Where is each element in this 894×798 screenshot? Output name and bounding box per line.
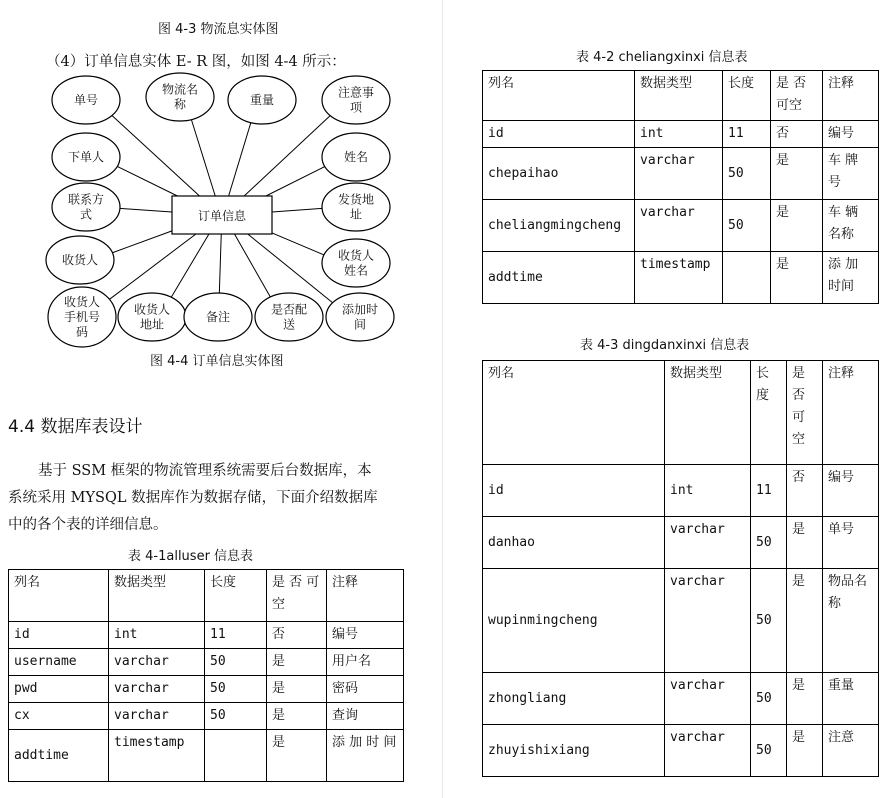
figure-4-3-caption: 图 4-3 物流息实体图 [158, 22, 279, 37]
table-row [9, 649, 404, 676]
cell: varchar [109, 676, 205, 703]
cell: 是 [267, 676, 327, 703]
er-attribute-label: 添加时 [341, 302, 379, 317]
er-attribute-label: 项 [349, 100, 363, 115]
er-connector-line [120, 208, 172, 212]
cell: varchar [635, 200, 723, 252]
table-row [9, 703, 404, 730]
cheliangxinxi-table [482, 70, 879, 304]
table-header-row [483, 361, 879, 465]
er-attribute-label: 手机号 [63, 310, 101, 324]
paragraph-line: 基于 SSM 框架的物流管理系统需要后台数据库，本 [38, 463, 372, 479]
cell: 是 [787, 673, 823, 725]
cell: 50 [751, 725, 787, 777]
header-cell: 注释 [823, 361, 879, 465]
cell: 重量 [823, 673, 879, 725]
cell: 车 辆 名称 [823, 200, 879, 252]
er-connector-line [272, 208, 322, 212]
column-divider [442, 0, 443, 798]
table-row [483, 121, 879, 148]
cell: 否 [771, 121, 823, 148]
er-attribute [48, 287, 116, 347]
header-cell: 注释 [327, 570, 404, 622]
paragraph-line: 中的各个表的详细信息。 [8, 517, 168, 533]
er-attribute-label: 姓名 [343, 263, 369, 278]
er-attribute-label: 重量 [249, 93, 275, 107]
table-row [9, 730, 404, 782]
header-cell: 列名 [483, 71, 635, 121]
er-intro-text: （4）订单信息实体 E- R 图，如图 4-4 所示： [46, 54, 346, 70]
cell: chepaihao [483, 148, 635, 200]
table-header-row [483, 71, 879, 121]
cell: 是 [267, 703, 327, 730]
table-4-1-caption: 表 4-1alluser 信息表 [128, 549, 254, 564]
cell: id [483, 465, 665, 517]
cell: zhuyishixiang [483, 725, 665, 777]
er-connector-line [244, 116, 330, 196]
cell: int [635, 121, 723, 148]
dingdanxinxi-table [482, 360, 879, 777]
cell: int [109, 622, 205, 649]
header-cell: 长度 [751, 361, 787, 465]
cell: id [9, 622, 109, 649]
er-connector-line [109, 234, 195, 299]
cell: varchar [665, 569, 751, 673]
cell: 50 [205, 703, 267, 730]
cell: 是 [771, 200, 823, 252]
er-attribute-label: 是否配 [270, 302, 308, 317]
cell: 物品名称 [823, 569, 879, 673]
er-attribute [322, 183, 390, 231]
cell: 注意 [823, 725, 879, 777]
order-er-diagram [0, 0, 442, 350]
cell: 否 [267, 622, 327, 649]
er-attribute-label: 间 [353, 317, 367, 332]
cell: 是 [787, 569, 823, 673]
er-attribute-label: 收货人 [63, 295, 101, 309]
er-entity-label: 订单信息 [197, 209, 247, 223]
cell [723, 252, 771, 304]
cell: addtime [9, 730, 109, 782]
cell: 50 [205, 676, 267, 703]
header-cell: 列名 [9, 570, 109, 622]
er-attribute-label: 收货人 [61, 253, 99, 267]
table-row [483, 517, 879, 569]
cell: 是 [267, 730, 327, 782]
er-attribute-label: 单号 [73, 93, 99, 107]
cell: danhao [483, 517, 665, 569]
er-connector-line [117, 166, 177, 196]
cell: pwd [9, 676, 109, 703]
table-header-row [9, 570, 404, 622]
er-attribute-label: 备注 [205, 310, 231, 324]
header-cell: 数据类型 [665, 361, 751, 465]
cell: 编号 [823, 465, 879, 517]
er-attribute-label: 发货地 [337, 192, 375, 207]
table-row [9, 676, 404, 703]
header-cell: 是否可空 [787, 361, 823, 465]
header-cell: 是 否 可空 [267, 570, 327, 622]
header-cell: 数据类型 [635, 71, 723, 121]
er-attribute [52, 76, 120, 124]
cell: varchar [635, 148, 723, 200]
cell: varchar [109, 703, 205, 730]
er-connector-line [171, 234, 209, 297]
table-4-2-caption: 表 4-2 cheliangxinxi 信息表 [576, 50, 748, 65]
cell: 添 加 时 间 [327, 730, 404, 782]
cell: 50 [205, 649, 267, 676]
er-attribute-label: 注意事 [337, 85, 375, 100]
er-attribute [326, 293, 394, 341]
cell: 否 [787, 465, 823, 517]
er-attribute-label: 收货人 [133, 302, 171, 317]
table-row [483, 148, 879, 200]
cell: id [483, 121, 635, 148]
er-attribute-label: 称 [173, 97, 187, 112]
er-attribute [146, 73, 214, 121]
alluser-table [8, 569, 404, 782]
cell: addtime [483, 252, 635, 304]
cell: varchar [665, 517, 751, 569]
table-row [9, 622, 404, 649]
er-attribute [322, 133, 390, 181]
header-cell: 数据类型 [109, 570, 205, 622]
er-attribute [322, 239, 390, 287]
er-attribute [322, 76, 390, 124]
er-attribute [228, 76, 296, 124]
header-cell: 长度 [723, 71, 771, 121]
cell: 50 [751, 569, 787, 673]
er-attribute-label: 送 [282, 317, 296, 332]
er-attribute-label: 码 [75, 325, 89, 339]
er-connector-line [219, 234, 221, 293]
er-attribute [52, 183, 120, 231]
cell: 密码 [327, 676, 404, 703]
er-connector-line [112, 231, 172, 253]
er-attribute [184, 293, 252, 341]
cell: 50 [723, 200, 771, 252]
cell: int [665, 465, 751, 517]
header-cell: 长度 [205, 570, 267, 622]
cell: timestamp [635, 252, 723, 304]
body-paragraph [8, 458, 428, 539]
er-connector-line [191, 120, 215, 196]
cell [205, 730, 267, 782]
table-row [483, 200, 879, 252]
er-attribute [118, 293, 186, 341]
er-attribute-label: 姓名 [343, 150, 369, 164]
table-row [483, 569, 879, 673]
cell: 50 [751, 517, 787, 569]
er-attribute-label: 式 [79, 207, 93, 222]
cell: varchar [665, 673, 751, 725]
cell: 50 [723, 148, 771, 200]
er-attribute-label: 物流名 [161, 82, 199, 97]
er-attribute-label: 址 [349, 207, 363, 222]
cell: 是 [787, 517, 823, 569]
cell: 编号 [823, 121, 879, 148]
cell: wupinmingcheng [483, 569, 665, 673]
er-attribute [52, 133, 120, 181]
cell: 添 加 时间 [823, 252, 879, 304]
cell: 是 [787, 725, 823, 777]
cell: 单号 [823, 517, 879, 569]
cell: varchar [665, 725, 751, 777]
cell: 11 [205, 622, 267, 649]
cell: cx [9, 703, 109, 730]
cell: 用户名 [327, 649, 404, 676]
er-attribute [46, 236, 114, 284]
cell: cheliangmingcheng [483, 200, 635, 252]
cell: 是 [267, 649, 327, 676]
cell: varchar [109, 649, 205, 676]
er-attribute-label: 联系方 [67, 192, 105, 207]
er-attribute-label: 收货人 [337, 248, 375, 263]
er-connector-line [272, 233, 324, 255]
cell: zhongliang [483, 673, 665, 725]
table-row [483, 725, 879, 777]
header-cell: 列名 [483, 361, 665, 465]
er-attribute-label: 地址 [139, 317, 165, 332]
header-cell: 注释 [823, 71, 879, 121]
paragraph-line: 系统采用 MYSQL 数据库作为数据存储，下面介绍数据库 [8, 490, 378, 506]
cell: username [9, 649, 109, 676]
cell: 车 牌 号 [823, 148, 879, 200]
cell: 50 [751, 673, 787, 725]
cell: 11 [751, 465, 787, 517]
cell: 是 [771, 252, 823, 304]
er-connector-line [234, 234, 270, 297]
cell: 11 [723, 121, 771, 148]
table-4-3-caption: 表 4-3 dingdanxinxi 信息表 [580, 338, 750, 353]
er-connector-line [112, 115, 200, 196]
er-connector-line [229, 123, 251, 196]
cell: 编号 [327, 622, 404, 649]
table-row [483, 252, 879, 304]
er-attribute [255, 293, 323, 341]
cell: 查询 [327, 703, 404, 730]
header-cell: 是 否 可空 [771, 71, 823, 121]
er-connector-line [266, 167, 325, 196]
cell: 是 [771, 148, 823, 200]
table-row [483, 673, 879, 725]
er-attribute-label: 下单人 [67, 150, 105, 164]
figure-4-4-caption: 图 4-4 订单信息实体图 [150, 354, 284, 369]
section-title: 4.4 数据库表设计 [8, 417, 143, 437]
cell: timestamp [109, 730, 205, 782]
table-row [483, 465, 879, 517]
